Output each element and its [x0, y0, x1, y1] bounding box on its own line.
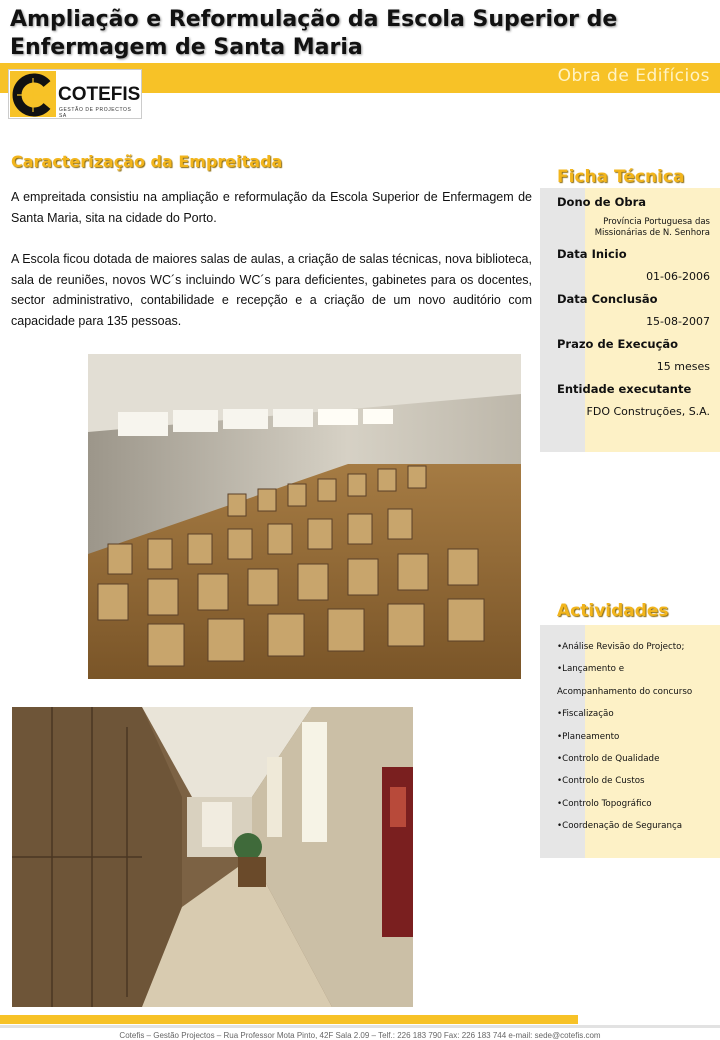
- ficha-label-data-conclusao: Data Conclusão: [557, 292, 658, 306]
- page-title: Ampliação e Reformulação da Escola Superior de Enfermagem de Santa Maria: [10, 7, 618, 60]
- ficha-value-prazo-de-execucao: 15 meses: [656, 360, 710, 373]
- ficha-tecnica-heading: Ficha Técnica: [557, 167, 685, 187]
- list-item: •Fiscalização: [557, 709, 614, 720]
- ficha-label-dono-de-obra: Dono de Obra: [557, 195, 647, 209]
- corridor-photo: [12, 707, 413, 1007]
- ficha-value-data-conclusao: 15-08-2007: [646, 315, 710, 328]
- list-item: •Controlo Topográfico: [557, 798, 652, 809]
- footer-bar: [0, 1015, 578, 1024]
- section-heading: Caracterização da Empreitada: [11, 152, 283, 171]
- list-item: •Análise Revisão do Projecto;: [557, 642, 685, 652]
- ficha-label-prazo-de-execucao: Prazo de Execução: [557, 337, 679, 351]
- footer-contact: Cotefis – Gestão Projectos – Rua Professor Mota Pinto, 42F Sala 2.09 – Telf.: 226 183 790 Fax: 226 183 744 e-mail: sede@cotefis.com: [119, 1031, 601, 1040]
- footer-divider: [0, 1025, 720, 1028]
- list-item: •Coordenação de Segurança: [557, 821, 683, 832]
- list-item: •Planeamento: [557, 731, 620, 742]
- paragraph-2: A Escola ficou dotada de maiores salas de aulas, a criação de salas técnicas, nova biblioteca, sala de reuniões, novos WC´s incluindo WC´s para deficientes, gabinetes para os docentes, sector administrativo, contabilidade e recepção e a criação de um novo auditório com capacidade para 135 pessoas.: [11, 252, 532, 328]
- category-label: Obra de Edifícios: [557, 66, 710, 86]
- logo-name: COTEFIS: [58, 84, 141, 105]
- cotefis-logo: [8, 69, 142, 119]
- actividades-heading: Actividades: [557, 601, 669, 621]
- list-item: •Controlo de Custos: [557, 776, 645, 787]
- ficha-label-entidade-executante: Entidade executante: [557, 382, 692, 396]
- ficha-value-dono-de-obra: Província Portuguesa das Missionárias de N. Senhora: [594, 217, 710, 238]
- actividades-list: [557, 642, 717, 844]
- list-item: •Lançamento e: [557, 664, 625, 675]
- logo-subtitle: GESTÃO DE PROJECTOS SA: [59, 107, 132, 119]
- ficha-value-data-inicio: 01-06-2006: [646, 270, 710, 283]
- paragraph-1: A empreitada consistiu na ampliação e reformulação da Escola Superior de Enfermagem de Santa Maria, sita na cidade do Porto.: [11, 190, 532, 225]
- ficha-value-entidade-executante: FDO Construções, S.A.: [586, 405, 710, 418]
- ficha-label-data-inicio: Data Inicio: [557, 247, 627, 261]
- auditorium-photo: [88, 354, 521, 679]
- list-item: •Controlo de Qualidade: [557, 753, 660, 764]
- list-item: Acompanhamento do concurso: [557, 686, 693, 697]
